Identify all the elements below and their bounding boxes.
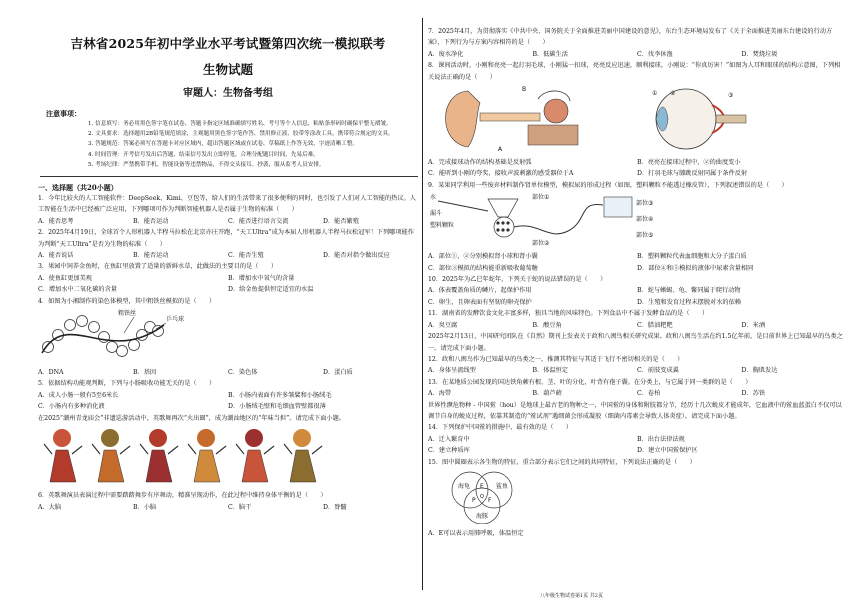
option-row [38, 502, 418, 513]
option: C．能否进行语言交流 [228, 217, 289, 225]
notice-item: 4. 时间管理：开考信号发出后答题，结束信号发出立即停笔，合理分配题目时间，先易后难。 [88, 151, 319, 158]
dancer-stick [264, 446, 274, 454]
collector-cup [604, 197, 632, 217]
question-list [38, 193, 418, 513]
ball-bead [77, 316, 88, 327]
ball-bead [89, 322, 100, 333]
option: B．蛇与蜥蜴、龟、鳖同属于爬行动物 [637, 287, 741, 295]
ball-bead [117, 346, 128, 357]
option: B．酸豆角 [532, 321, 562, 329]
option: A．部位①、②分别模拟肾小球和肾小囊 [428, 253, 538, 261]
label-2: ② [670, 90, 676, 98]
dancer-stick [168, 446, 178, 454]
label-B: B [522, 86, 527, 94]
notice-item: 5. 考场纪律：严禁携带手机、智能设备等违禁物品，不得交头接耳、抄袭，服从监考人员安排。 [88, 161, 325, 168]
dancer-stick [140, 444, 148, 454]
notice-item: 3. 答题规范：答案必须写在答题卡对应区域内，超出答题区域或在试卷、草稿纸上作答无效，字迹清晰工整。 [88, 141, 359, 148]
option: A．成人小肠一般有5至6米长 [38, 391, 119, 399]
option: C．建立种质库 [428, 447, 470, 455]
label-water: 水 [430, 194, 437, 202]
option: A．大脑 [38, 503, 62, 511]
question-stem: 世界性濒危物种 - 中国鲎（hou）是地球上最古老的物种之一，中国鲎的身体和附肢都分节，经历十几次蜕皮才能成年，它血液中的鲎血蓝蛋白不仅可以调节自身的蜕皮过程，依靠其制造的“鲎试剂”遇细菌会形成凝胶（细菌内毒素会导致人体炎症）。请完成下面小题。 [428, 401, 842, 420]
option: B．基因 [133, 369, 157, 377]
option: A．臭豆腐 [428, 321, 458, 329]
dancer-body [98, 450, 124, 482]
option: C．前肢变成翼 [637, 367, 679, 375]
circle-shark [476, 472, 512, 508]
label-part5: 部位⑤ [636, 232, 654, 240]
option: D．能否繁殖 [323, 217, 359, 225]
chromosome-model-svg [38, 307, 208, 363]
question-stem: 2025年2月13日，中国研究团队在《自然》期刊上发表关于政和八闽鸟相关研究成果。政和八闽鸟生活在约1.5亿年前，是目前世界上已知最早的鸟类之一。请完成下面小题。 [428, 333, 843, 352]
chromosome-model-figure [38, 307, 418, 367]
right-column [428, 0, 846, 600]
option: A．迁入繁育中 [428, 435, 470, 443]
label-F: F [488, 496, 492, 504]
glomerulus [494, 217, 514, 237]
option-row [38, 250, 418, 261]
option-row [428, 388, 846, 399]
option: D．胸肌发达 [741, 367, 778, 375]
question-stem: 6．英歌舞演员表演过程中需要踏踏舞步有序舞动，精准呈现动作，在此过程中维持身体平衡的是（ ） [38, 492, 327, 500]
dancer-body [194, 450, 220, 482]
label-part4: 部位④ [636, 216, 654, 224]
option-row [428, 168, 846, 179]
label-A: A [498, 146, 503, 154]
option-row [428, 285, 846, 296]
tubule [514, 205, 603, 234]
option: C．卷柏 [637, 390, 661, 398]
option: A．完成接球动作的结构基础是反射弧 [428, 159, 532, 167]
nephron-model-figure [428, 191, 846, 251]
dancer-stick [312, 446, 322, 454]
option: D．能否对指令做出反应 [323, 252, 390, 260]
question-stem: 3．果园中饲养金鱼时，在鱼缸里放置了适量的新鲜水草，此做法的主要目的是（ ） [38, 263, 278, 271]
option: C．增加水中二氧化碳的含量 [38, 286, 117, 294]
option: D．生殖和发育过程未摆脱对水的依赖 [637, 298, 741, 306]
question-stem: 13．在某地质公园发现的国达铁角蕨有根、茎、叶的分化，叶背有孢子囊。在分类上，与它属于同一类群的是（ ） [428, 378, 752, 386]
option: D．蛋白质 [323, 369, 353, 377]
notice-item: 2. 文具要求：选择题用2B铅笔规范填涂，主观题用黑色签字笔作答，禁用修正液、胶带等涂改工具，携带符合规定的文具。 [88, 131, 394, 138]
label-funnel: 漏斗 [430, 210, 443, 218]
option: A．废水净化 [428, 50, 464, 58]
option: A．体表覆盖角质的鳞片，起保护作用 [428, 287, 532, 295]
label-particles: 塑料颗粒 [430, 222, 455, 230]
question-stem: 1．今年比较火的人工智能软件：DeepSeek、Kimi、豆包等，给人们的生活带来了很多便利的同时，也引发了人们对人工智能的热议。人工智能在生活中已经被广泛应用，下列哪项可作为判断智能机器人是否属于生物的标准（ ） [38, 195, 416, 214]
ball-bead [107, 342, 118, 353]
dancers-figure [38, 424, 418, 490]
optic-nerve [716, 115, 746, 123]
page-subtitle: 生物试题 [202, 62, 253, 77]
dancer-head [293, 429, 311, 447]
question-stem: 2．2025年4月19日，全球首个人形机器人半程马拉松在北京亦庄开跑，“天工Ultra”成为本届人形机器人半程马拉松冠军！下列哪项能作为判断“天工Ultra”是否为生物的标准（ ） [38, 229, 414, 248]
option: D．米酒 [741, 321, 766, 329]
question-stem: 15．图中圆圈表示各生物的特征，重合部分表示它们之间的共同特征，下列说法正确的是（ ） [428, 458, 696, 466]
dancer-stick [188, 444, 196, 454]
option: C．卵生，且卵表面有坚韧的卵壳保护 [428, 298, 532, 306]
label-part1: 部位① [532, 194, 550, 202]
option: A．能否说话 [38, 252, 74, 260]
option: C．腊油粑粑 [637, 321, 673, 329]
dancer-stick [44, 444, 52, 454]
water-tube [438, 201, 488, 211]
label-Q: Q [480, 493, 484, 500]
label-3: ③ [728, 92, 734, 100]
circle-sea-turtle [452, 472, 488, 508]
ball-bead [129, 340, 140, 351]
option: B．小肠内表面有许多皱襞和小肠绒毛 [228, 391, 332, 399]
question-stem: 12．政和八闽鸟作为已知最早的鸟类之一，推测其特征与其适于飞行不密切相关的是（ ） [428, 355, 684, 363]
option: A．使鱼缸更加美观 [38, 274, 92, 282]
label-shark: 鲨鱼 [496, 482, 509, 490]
left-column [38, 0, 418, 600]
option: D．苏铁 [741, 390, 766, 398]
option-row [428, 297, 846, 308]
dancer-stick [72, 446, 82, 454]
option: C．部位③模拟的结构能重新吸收葡萄糖 [428, 264, 538, 272]
option-row [38, 284, 418, 295]
question-list [428, 26, 846, 539]
question-stem: 7．2025年4月，为贯彻落实《中共中央、国务院关于全面推进美丽中国建设的意见》，东台生态环境局发布了《关于全面推进美丽东台建设的行动方案》，下列行为与方案内容相符的是（ ） [428, 28, 833, 47]
option: D．建立中国鲎保护区 [637, 447, 698, 455]
plastic-particle [506, 222, 509, 225]
option: D．部位④和⑤模拟的液体中尿素含量相同 [637, 264, 754, 272]
option: C．染色体 [228, 369, 258, 377]
option: D．焚烧垃圾 [741, 50, 778, 58]
question-stem: 5．依据结构功能观判断，下列与小肠吸收功能无关的是（ ） [38, 380, 216, 388]
option: B．亮亮在接球过程中，②的曲度变小 [637, 159, 741, 167]
option: B．能否运动 [133, 217, 169, 225]
dancer-stick [92, 444, 100, 454]
label-thick-wire: 粗铁丝 [118, 310, 137, 318]
option-row [428, 320, 846, 331]
venn-figure [428, 468, 846, 528]
plastic-particle [506, 229, 509, 232]
notice-title: 注意事项： [46, 109, 81, 118]
option: B．出台法律法规 [637, 435, 685, 443]
dancer-head [149, 429, 167, 447]
funnel [488, 199, 518, 217]
notice-list [88, 119, 404, 170]
option-row [38, 367, 418, 378]
question-stem: A．E可以表示用肺呼吸，体温恒定 [428, 529, 524, 537]
dancer-head [197, 429, 215, 447]
option: B．能否运动 [133, 252, 169, 260]
label-E: E [480, 482, 484, 490]
ear-eye-svg [428, 83, 768, 153]
option-row [428, 445, 846, 456]
dancer-head [101, 429, 119, 447]
ear-canal [480, 113, 540, 121]
dancer-body [50, 450, 76, 482]
dancer-head [53, 429, 71, 447]
notice-item: 1. 信息填写：务必用黑色签字笔在试卷、答题卡指定区域准确填写姓名、考号等个人信息，粘贴条形码时确保平整无褶皱。 [88, 121, 392, 127]
dancer-body [146, 450, 172, 482]
question-stem: 4．如图为小湘制作的染色体模型，其中粗铁丝模拟的是（ ） [38, 297, 216, 305]
ear-eye-figure [428, 83, 846, 157]
option: C．伐李休渔 [637, 50, 673, 58]
dancer-body [242, 450, 268, 482]
question-stem: 8．课间活动时，小刚和亮亮一起打羽毛球，小刚猛一扣球，亮亮反应迅速，顺利接球，小刚说：“你真厉害！”如图为人耳和眼球的结构示意图，下列相关说法正确的是（ ） [428, 62, 841, 81]
nephron-model-svg [428, 191, 668, 247]
page-footer: 八年级生物试卷第1页 共2页 [540, 593, 603, 599]
option: B．体温恒定 [532, 367, 568, 375]
plastic-particle [501, 229, 504, 232]
option-row [38, 390, 418, 401]
option-row [428, 434, 846, 445]
bone [528, 125, 578, 145]
outer-ear [446, 91, 481, 147]
option: B．低碳生活 [532, 50, 568, 58]
option: D．脊髓 [323, 503, 347, 511]
dancer-stick [284, 444, 292, 454]
option: D．给金鱼提供恒定适宜的水温 [228, 286, 314, 294]
option: D．打羽毛球与膝跳反射同属于条件反射 [637, 170, 748, 178]
divider-line [40, 176, 418, 177]
option: C．小肠内有多种消化液 [38, 403, 105, 411]
dancer-stick [120, 446, 130, 454]
option: C．脑干 [228, 503, 252, 511]
question-stem: 在2025“潮州青龙庙会”非遗巡游活动中，英歌舞再次“火出圈”，成为潮汕地区的“年味当担”。请完成下面小题。 [38, 414, 345, 422]
label-ping-pong-ball: 乒乓球 [166, 316, 185, 324]
option: A．DNA [38, 369, 64, 377]
option: A．能否思考 [38, 217, 74, 225]
dancer-stick [236, 444, 244, 454]
section-heading: 一、选择题（共20小题） [38, 183, 118, 193]
option: B．葫芦藓 [532, 390, 562, 398]
dancers-svg [38, 424, 338, 486]
option-row [428, 49, 846, 60]
option-row [38, 401, 418, 412]
label-dolphin: 海豚 [476, 512, 489, 520]
option: B．增加水中氧气的含量 [228, 274, 295, 282]
dancer-body [290, 450, 316, 482]
dancer-head [245, 429, 263, 447]
label-part3: 部位③ [636, 200, 654, 208]
dancer-stick [216, 446, 226, 454]
option: C．能否生殖 [228, 252, 264, 260]
label-sea-turtle: 海龟 [458, 482, 471, 490]
plastic-particle [496, 229, 499, 232]
page-title: 吉林省2025年初中学业水平考试暨第四次统一模拟联考 [70, 36, 386, 51]
option-row [428, 365, 846, 376]
option-row [428, 263, 846, 274]
question-stem: 10．2025年为乙巳年蛇年，下列关于蛇的说法错误的是（ ） [428, 276, 607, 284]
option: D．小肠绒毛壁和毛细血管壁都很薄 [228, 403, 326, 411]
column-divider [422, 18, 423, 590]
option-row [428, 251, 846, 262]
author-line: 审题人：生物备考组 [183, 88, 273, 99]
pointer-line [124, 317, 134, 333]
option: A．身体呈流线型 [428, 367, 476, 375]
venn-svg [428, 468, 548, 524]
option: A．海带 [428, 390, 452, 398]
option: C．能听到小刚的夸奖，接收声波刺激的感受器位于A [428, 170, 574, 178]
plastic-particle [501, 222, 504, 225]
label-1: ① [652, 90, 658, 98]
plastic-particle [496, 222, 499, 225]
option-row [38, 216, 418, 227]
question-stem: 9．某果同学利用一些废弃材料制作肾单位模型，模拟尿的形成过程（如图，塑料颗粒不能透过橡皮管），下列叙述错误的是（ ） [428, 181, 788, 189]
question-stem: 14．下列保护中国鲎的措施中，最有效的是（ ） [428, 424, 572, 432]
option-row [38, 273, 418, 284]
question-stem: 11．湖南省的发酵饮食文化丰富多样，独具当地的风味特色。下列食品中不属于发酵食品的是（ ） [428, 310, 709, 318]
label-part2: 部位② [532, 240, 550, 248]
cochlea [544, 99, 568, 123]
option-row [428, 157, 846, 168]
label-P: P [472, 496, 476, 504]
option: B．小脑 [133, 503, 157, 511]
option: B．塑料颗粒代表血细胞和大分子蛋白质 [637, 253, 747, 261]
ball-bead [65, 320, 76, 331]
